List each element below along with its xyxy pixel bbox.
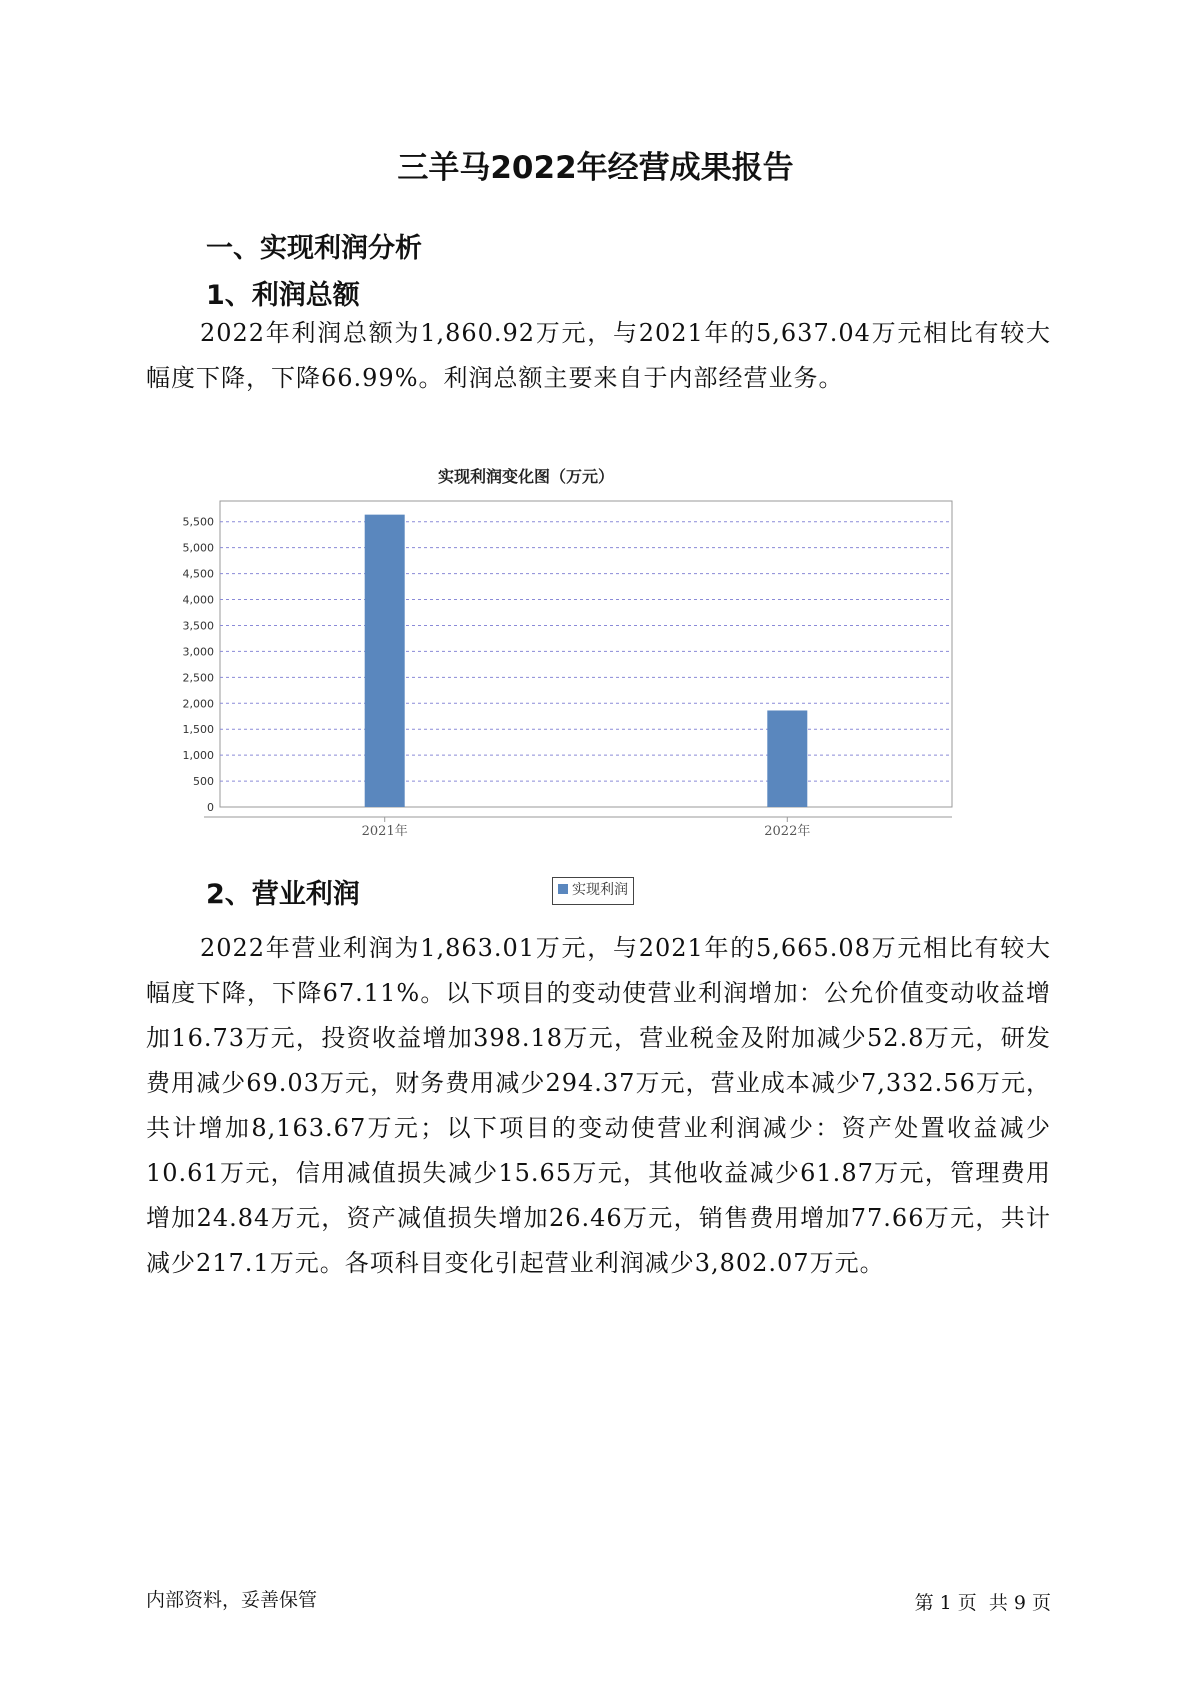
chart-legend [552, 877, 634, 905]
footer-confidential-note: 内部资料，妥善保管 [146, 1589, 318, 1611]
y-tick-label: 0 [207, 801, 214, 814]
footer-page-number: 第 1 页 共 9 页 [914, 1592, 1051, 1614]
y-tick-label: 3,000 [182, 645, 214, 659]
paragraph-operating-profit: 2022年营业利润为1,863.01万元，与2021年的5,665.08万元相比有较大幅度下降，下降67.11%。以下项目的变动使营业利润增加：公允价值变动收益增加16.73万元，投资收益增加398.18万元，营业税金及附加减少52.8万元，研发费用减少69.03万元，财务费用减少294.37万元，营业成本减少7,332.56万元，共计增加8,163.67万元；以下项目的变动使营业利润减少：资产处置收益减少10.61万元，信用减值损失减少15.65万元，其他收益减少61.87万元，管理费用增加24.84万元，资产减值损失增加26.46万元，销售费用增加77.66万元，共计减少217.1万元。各项科目变化引起营业利润减少3,802.07万元。 [146, 934, 1051, 1277]
bar [767, 710, 807, 807]
y-tick-label: 500 [193, 775, 214, 789]
legend-swatch [558, 884, 568, 894]
chart-svg [160, 455, 1020, 875]
subheading-total-profit: 1、利润总额 [206, 280, 360, 311]
y-tick-label: 3,500 [182, 619, 214, 633]
section-heading-profit-analysis: 一、实现利润分析 [206, 233, 422, 264]
y-tick-label: 2,000 [182, 697, 214, 711]
paragraph-total-profit: 2022年利润总额为1,860.92万元，与2021年的5,637.04万元相比有较大幅度下降，下降66.99%。利润总额主要来自于内部经营业务。 [146, 319, 1051, 392]
profit-bar-chart [160, 455, 1020, 915]
report-title: 三羊马2022年经营成果报告 [397, 150, 794, 186]
legend-label: 实现利润 [572, 882, 628, 898]
y-tick-label: 1,000 [182, 749, 214, 763]
y-tick-label: 5,500 [182, 515, 214, 529]
x-tick-label: 2021年 [361, 824, 408, 839]
y-tick-label: 4,500 [182, 567, 214, 581]
bar [365, 515, 405, 807]
y-tick-label: 5,000 [182, 541, 214, 555]
chart-title: 实现利润变化图（万元） [437, 467, 615, 486]
subheading-operating-profit: 2、营业利润 [206, 879, 360, 910]
x-tick-label: 2022年 [764, 824, 811, 839]
y-tick-label: 1,500 [182, 723, 214, 737]
plot-area [220, 501, 952, 807]
y-tick-label: 2,500 [182, 671, 214, 685]
y-tick-label: 4,000 [182, 593, 214, 607]
